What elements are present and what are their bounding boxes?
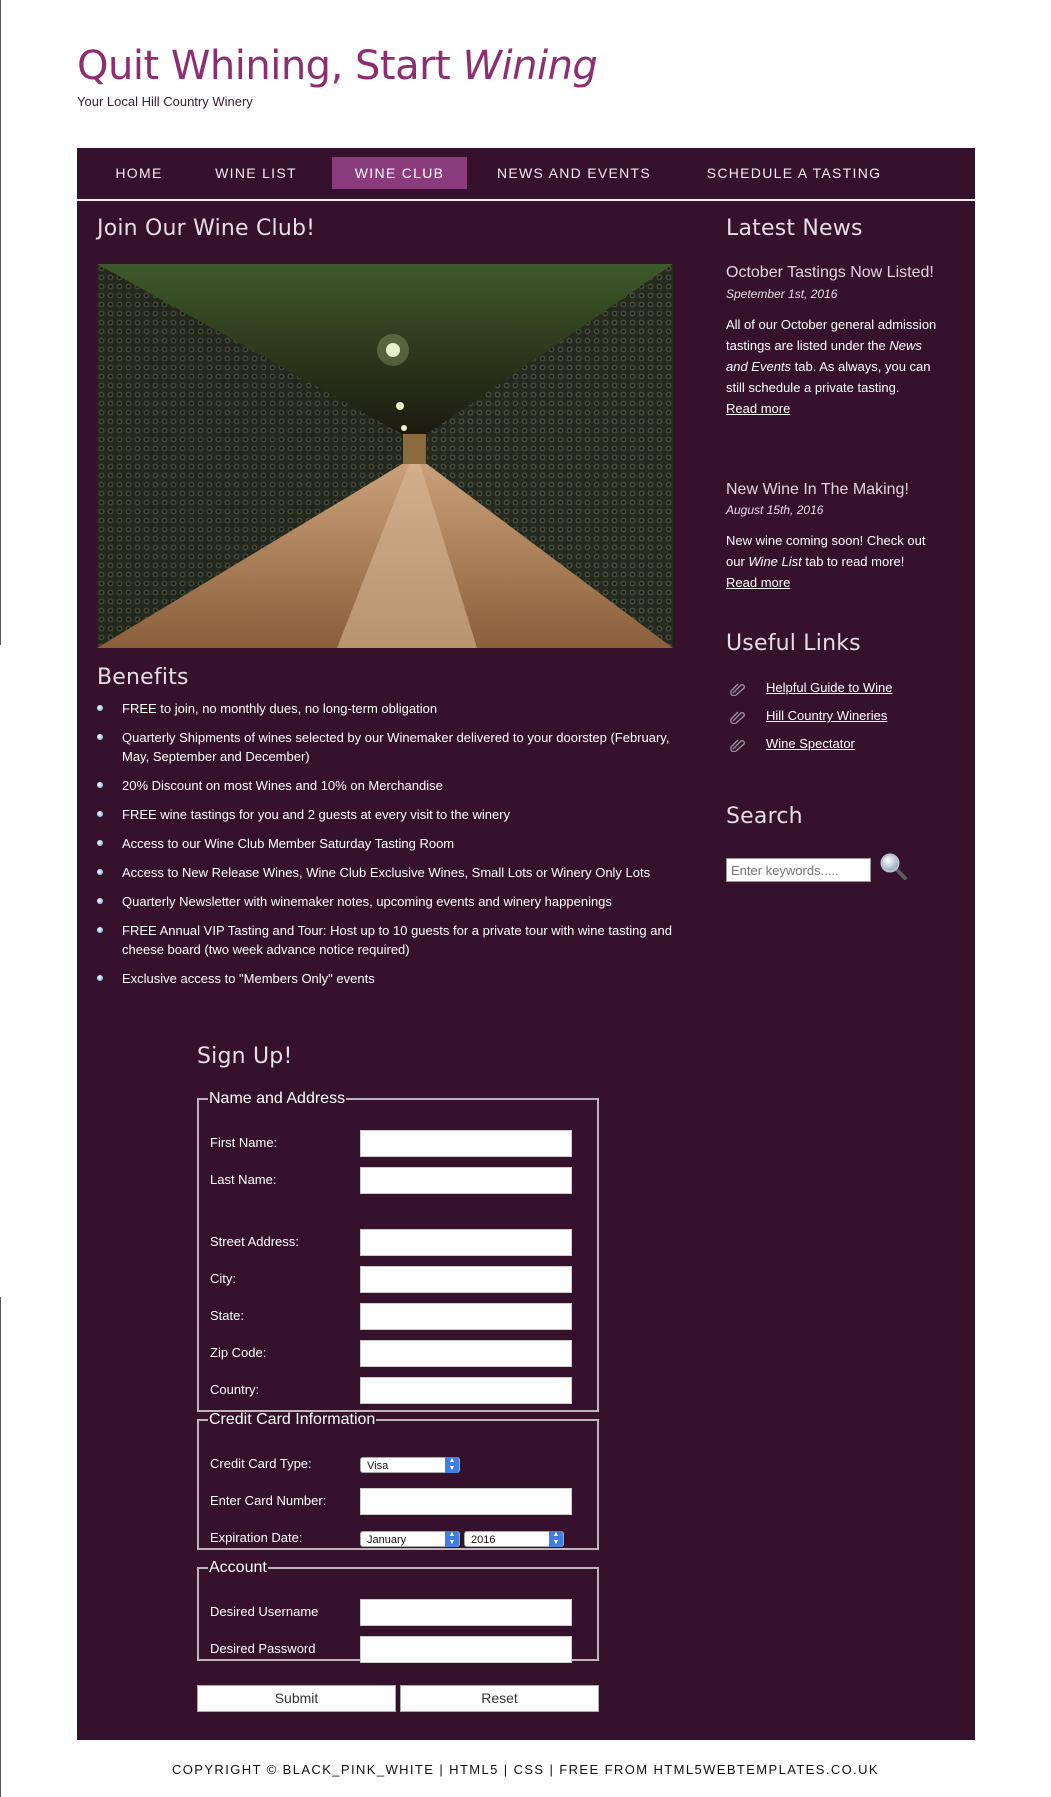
news-text-emphasis: Wine List bbox=[748, 554, 802, 569]
link-wine-spectator[interactable]: Wine Spectator bbox=[766, 736, 855, 751]
password-row bbox=[210, 1636, 580, 1664]
latest-news-heading: Latest News bbox=[726, 216, 863, 241]
card-type-row bbox=[210, 1451, 580, 1479]
page-edge-line bbox=[0, 1297, 1, 1797]
benefits-heading: Benefits bbox=[97, 665, 189, 690]
news-text-1 bbox=[726, 314, 946, 419]
paperclip-icon bbox=[730, 682, 744, 696]
exp-year-select[interactable] bbox=[464, 1531, 564, 1547]
list-item: Quarterly Shipments of wines selected by our Winemaker delivered to your doorstep (February, May, September and December) bbox=[97, 728, 677, 766]
city-field[interactable] bbox=[360, 1266, 572, 1293]
country-label: Country: bbox=[210, 1382, 260, 1397]
list-item: Access to New Release Wines, Wine Club Exclusive Wines, Small Lots or Winery Only Lots bbox=[97, 863, 677, 882]
select-arrows-icon: ▲ ▼ bbox=[445, 1531, 459, 1547]
nav-wine-club[interactable]: WINE CLUB bbox=[332, 157, 467, 189]
street-row bbox=[210, 1229, 580, 1257]
footer-copyright: COPYRIGHT © BLACK_PINK_WHITE | HTML5 | CSS | FREE FROM HTML5WEBTEMPLATES.CO.UK bbox=[171, 1762, 880, 1777]
useful-links-heading: Useful Links bbox=[726, 631, 861, 656]
card-number-label: Enter Card Number: bbox=[210, 1493, 327, 1508]
street-field[interactable] bbox=[360, 1229, 572, 1256]
signup-heading: Sign Up! bbox=[197, 1044, 293, 1069]
read-more-link-1[interactable]: Read more bbox=[726, 401, 791, 416]
list-item: FREE Annual VIP Tasting and Tour: Host up to 10 guests for a private tour with wine tasting and cheese board (two week advance notice required) bbox=[97, 921, 677, 959]
card-type-value: Visa bbox=[367, 1460, 389, 1472]
benefits-list bbox=[97, 699, 677, 998]
exp-month-select[interactable] bbox=[360, 1531, 460, 1547]
name-address-fieldset bbox=[197, 1090, 599, 1412]
news-text-part: All of our October general admission tastings are listed under the bbox=[726, 317, 937, 353]
news-text-part: tab to read more! bbox=[801, 554, 905, 569]
state-field[interactable] bbox=[360, 1303, 572, 1330]
zip-row bbox=[210, 1340, 580, 1368]
main-menu bbox=[77, 148, 975, 201]
zip-field[interactable] bbox=[360, 1340, 572, 1367]
username-label: Desired Username bbox=[210, 1604, 319, 1619]
read-more-link-2[interactable]: Read more bbox=[726, 575, 791, 590]
nav-news-events[interactable]: NEWS AND EVENTS bbox=[496, 165, 652, 181]
list-item: Access to our Wine Club Member Saturday Tasting Room bbox=[97, 834, 677, 853]
list-item: FREE wine tastings for you and 2 guests at every visit to the winery bbox=[97, 805, 677, 824]
street-label: Street Address: bbox=[210, 1234, 299, 1249]
news-date-2: August 15th, 2016 bbox=[726, 503, 824, 517]
page-title: Join Our Wine Club! bbox=[97, 216, 316, 241]
card-number-row bbox=[210, 1488, 580, 1516]
paperclip-icon bbox=[730, 710, 744, 724]
first-name-field[interactable] bbox=[360, 1130, 572, 1157]
password-field[interactable] bbox=[360, 1636, 572, 1663]
state-row bbox=[210, 1303, 580, 1331]
news-date-1: Spetember 1st, 2016 bbox=[726, 287, 838, 301]
city-row bbox=[210, 1266, 580, 1294]
last-name-row bbox=[210, 1167, 580, 1195]
list-item: 20% Discount on most Wines and 10% on Merchandise bbox=[97, 776, 677, 795]
list-item: Exclusive access to "Members Only" events bbox=[97, 969, 677, 988]
last-name-field[interactable] bbox=[360, 1167, 572, 1194]
name-address-legend: Name and Address bbox=[209, 1090, 346, 1107]
card-type-label: Credit Card Type: bbox=[210, 1456, 312, 1471]
list-item: Quarterly Newsletter with winemaker notes, upcoming events and winery happenings bbox=[97, 892, 677, 911]
site-content bbox=[77, 148, 975, 1740]
news-text-part: New wine coming soon! Check out our bbox=[726, 533, 926, 569]
news-text-part: tab. As always, you can still schedule a private tasting. bbox=[726, 359, 931, 395]
username-field[interactable] bbox=[360, 1599, 572, 1626]
link-helpful-guide[interactable]: Helpful Guide to Wine bbox=[766, 680, 893, 695]
first-name-label: First Name: bbox=[210, 1135, 278, 1150]
reset-button[interactable]: Reset bbox=[400, 1685, 599, 1712]
select-arrows-icon: ▲ ▼ bbox=[445, 1457, 459, 1473]
exp-year-value: 2016 bbox=[471, 1534, 496, 1546]
expiration-label: Expiration Date: bbox=[210, 1530, 303, 1545]
credit-card-fieldset bbox=[197, 1411, 599, 1550]
news-title-2: New Wine In The Making! bbox=[726, 481, 909, 498]
paperclip-icon bbox=[730, 738, 744, 752]
password-label: Desired Password bbox=[210, 1641, 316, 1656]
expiration-row bbox=[210, 1525, 580, 1553]
nav-home[interactable]: HOME bbox=[115, 165, 163, 181]
country-row bbox=[210, 1377, 580, 1405]
state-label: State: bbox=[210, 1308, 244, 1323]
site-logo bbox=[77, 40, 597, 109]
link-hill-country-wineries[interactable]: Hill Country Wineries bbox=[766, 708, 888, 723]
search-input[interactable] bbox=[726, 858, 871, 882]
nav-schedule-tasting[interactable]: SCHEDULE A TASTING bbox=[706, 165, 882, 181]
submit-button[interactable]: Submit bbox=[197, 1685, 396, 1712]
zip-label: Zip Code: bbox=[210, 1345, 267, 1360]
credit-card-legend: Credit Card Information bbox=[209, 1411, 376, 1428]
news-text-2 bbox=[726, 530, 946, 593]
search-heading: Search bbox=[726, 804, 803, 829]
site-slogan: Your Local Hill Country Winery bbox=[77, 94, 253, 109]
card-type-select[interactable] bbox=[360, 1457, 460, 1473]
card-number-field[interactable] bbox=[360, 1488, 572, 1515]
city-label: City: bbox=[210, 1271, 236, 1286]
country-field[interactable] bbox=[360, 1377, 572, 1404]
news-title-1: October Tastings Now Listed! bbox=[726, 264, 934, 281]
site-title-main: Quit Whining, Start bbox=[77, 43, 463, 89]
nav-wine-list[interactable]: WINE LIST bbox=[215, 165, 297, 181]
last-name-label: Last Name: bbox=[210, 1172, 277, 1187]
username-row bbox=[210, 1599, 580, 1627]
magnifier-icon[interactable] bbox=[879, 852, 909, 882]
exp-month-value: January bbox=[367, 1534, 407, 1546]
wine-cellar-image bbox=[97, 264, 673, 648]
site-title[interactable] bbox=[77, 40, 597, 92]
account-legend: Account bbox=[209, 1559, 267, 1576]
list-item: FREE to join, no monthly dues, no long-term obligation bbox=[97, 699, 677, 718]
select-arrows-icon: ▲ ▼ bbox=[549, 1531, 563, 1547]
site-title-emphasis: Wining bbox=[462, 43, 598, 89]
first-name-row bbox=[210, 1130, 580, 1158]
page-edge-line bbox=[0, 0, 1, 645]
news-text-emphasis: News and Events bbox=[726, 338, 922, 374]
account-fieldset bbox=[197, 1559, 599, 1661]
